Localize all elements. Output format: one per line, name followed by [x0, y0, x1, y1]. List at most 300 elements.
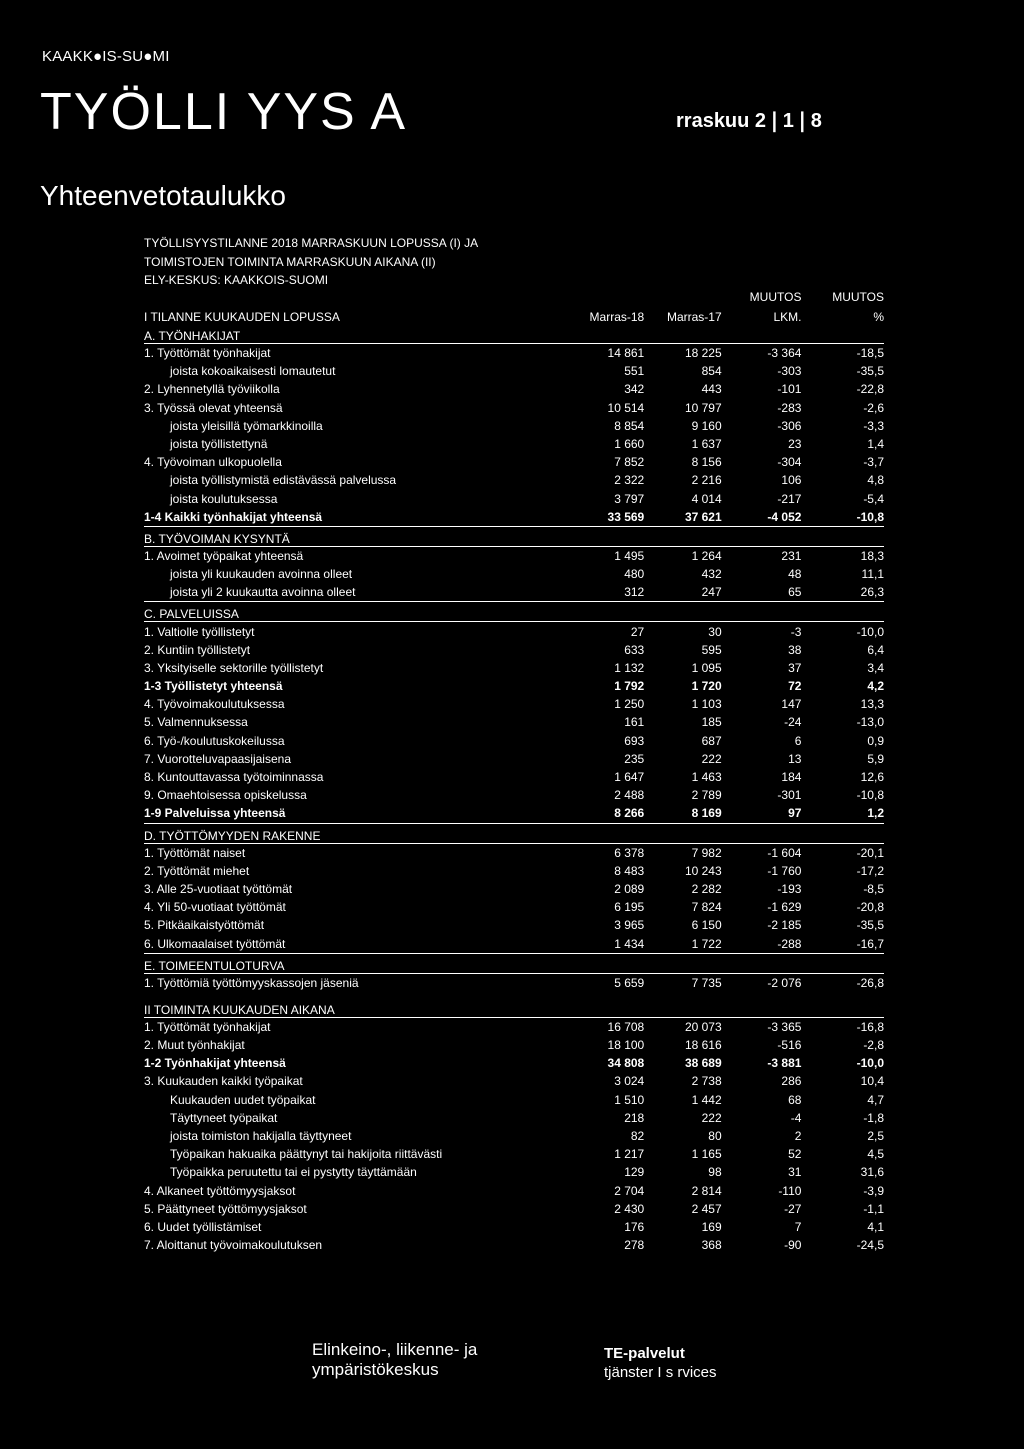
row-label: joista yleisillä työmarkkinoilla	[170, 418, 323, 433]
table-row	[144, 622, 884, 641]
row-label: 2. Lyhennetyllä työviikolla	[144, 382, 280, 397]
row-label: 3. Kuukauden kaikki työpaikat	[144, 1074, 303, 1089]
value-change-lkm: 23	[788, 437, 802, 452]
value-change-lkm: 97	[722, 804, 802, 823]
header-cell-muutos-lkm: MUUTOS	[749, 290, 802, 304]
value-marras-18: 2 089	[614, 881, 645, 896]
row-label: 2. Työttömät miehet	[144, 863, 250, 878]
value-marras-17: 18 225	[684, 346, 722, 361]
header-section-label: I TILANNE KUUKAUDEN LOPUSSA	[144, 310, 340, 324]
value-marras-18: 1 495	[614, 548, 645, 563]
header-cell-muutos-pct: MUUTOS	[832, 290, 884, 304]
table-row	[144, 934, 884, 953]
value-change-lkm: -303	[777, 364, 802, 379]
row-label: 3. Alle 25-vuotiaat työttömät	[144, 881, 293, 896]
table-row	[144, 768, 884, 786]
value-marras-17: 8 156	[691, 455, 722, 470]
row-label: joista kokoaikaisesti lomautetut	[170, 364, 336, 379]
value-change-pct: -17,2	[856, 863, 884, 878]
value-marras-17: 8 169	[644, 804, 721, 823]
table-row	[144, 344, 884, 363]
value-change-lkm: -27	[784, 1201, 802, 1216]
value-change-pct: -3,7	[863, 455, 884, 470]
value-change-pct: 4,2	[867, 679, 884, 694]
value-change-lkm: -4 052	[722, 508, 802, 527]
value-change-lkm: -516	[777, 1038, 802, 1053]
table-row	[144, 583, 884, 602]
value-change-pct: -35,5	[856, 364, 884, 379]
row-label: 7. Aloittanut työvoimakoulutuksen	[144, 1238, 323, 1253]
value-marras-17: 30	[708, 624, 722, 639]
value-marras-17: 1 264	[691, 548, 722, 563]
row-label: 6. Työ-/koulutuskokeilussa	[144, 733, 285, 748]
header-col-percent: %	[873, 310, 884, 324]
value-marras-17: 1 722	[644, 934, 721, 953]
value-marras-18: 8 266	[575, 804, 644, 823]
value-marras-17: 368	[701, 1238, 722, 1253]
value-marras-18: 3 965	[614, 918, 645, 933]
value-change-lkm: -101	[777, 382, 802, 397]
value-marras-18: 551	[624, 364, 645, 379]
row-label: Työpaikka peruutettu tai ei pystytty täyttämään	[170, 1165, 417, 1180]
table-row	[144, 1109, 884, 1127]
row-label: 1-4 Kaikki työnhakijat yhteensä	[144, 508, 575, 527]
value-marras-17: 222	[701, 1110, 722, 1125]
te-sub: tjänster I s rvices	[604, 1364, 717, 1381]
total-row	[144, 1054, 884, 1072]
value-marras-18: 3 024	[614, 1074, 645, 1089]
value-change-pct: 4,7	[867, 1092, 884, 1107]
value-marras-17: 6 150	[691, 918, 722, 933]
value-change-pct: -3,3	[863, 418, 884, 433]
value-marras-17: 169	[701, 1219, 722, 1234]
ely-logo-text	[312, 1340, 477, 1380]
table-row	[144, 916, 884, 934]
header-col-marras-18: Marras-18	[589, 310, 645, 324]
subtitle-line: TOIMISTOJEN TOIMINTA MARRASKUUN AIKANA (II)	[144, 254, 436, 269]
row-label: 1. Avoimet työpaikat yhteensä	[144, 548, 304, 563]
value-change-lkm: -1 604	[767, 845, 802, 860]
value-change-pct: 4,5	[867, 1147, 884, 1162]
value-marras-17: 2 282	[691, 881, 722, 896]
table-row	[144, 1200, 884, 1218]
value-marras-18: 7 852	[614, 455, 645, 470]
section-title: B. TYÖVOIMAN KYSYNTÄ	[144, 526, 884, 546]
value-marras-18: 1 510	[614, 1092, 645, 1107]
row-label: 1. Valtiolle työllistetyt	[144, 624, 255, 639]
value-change-lkm: -1 760	[767, 863, 802, 878]
row-label: joista työllistettynä	[170, 437, 268, 452]
value-change-lkm: -3 881	[767, 1056, 802, 1071]
value-change-pct: 31,6	[860, 1165, 884, 1180]
row-label: 6. Uudet työllistämiset	[144, 1219, 262, 1234]
value-marras-17: 7 982	[691, 845, 722, 860]
value-change-pct: -10,8	[856, 788, 884, 803]
section-title: II TOIMINTA KUUKAUDEN AIKANA	[144, 998, 884, 1018]
row-label: 1-3 Työllistetyt yhteensä	[144, 679, 283, 694]
value-marras-17: 80	[708, 1129, 722, 1144]
value-marras-17: 1 103	[691, 697, 722, 712]
total-row	[144, 677, 884, 695]
value-change-pct: 1,4	[867, 437, 884, 452]
value-marras-17: 222	[701, 751, 722, 766]
value-marras-18: 693	[624, 733, 645, 748]
summary-table	[144, 288, 884, 1254]
value-marras-18: 1 792	[614, 679, 645, 694]
table-row	[144, 641, 884, 659]
value-marras-18: 34 808	[607, 1056, 645, 1071]
value-change-pct: 6,4	[867, 642, 884, 657]
header-cell	[575, 288, 644, 304]
table-row	[144, 399, 884, 417]
value-change-pct: 0,9	[867, 733, 884, 748]
value-change-lkm: 13	[788, 751, 802, 766]
value-change-lkm: -3	[790, 624, 802, 639]
value-change-lkm: -110	[778, 1183, 802, 1198]
value-change-lkm: 65	[722, 583, 802, 602]
value-marras-17: 2 738	[691, 1074, 722, 1089]
table-row	[144, 490, 884, 508]
row-label: joista yli 2 kuukautta avoinna olleet	[144, 583, 575, 602]
value-marras-17: 37 621	[644, 508, 721, 527]
total-row	[144, 508, 884, 527]
value-marras-18: 1 434	[575, 934, 644, 953]
value-marras-17: 7 735	[691, 975, 722, 990]
table-row	[144, 417, 884, 435]
row-label: 4. Alkaneet työttömyysjaksot	[144, 1183, 296, 1198]
value-marras-18: 2 430	[614, 1201, 645, 1216]
value-marras-18: 27	[630, 624, 645, 639]
section-header-row	[144, 324, 884, 344]
section-title: A. TYÖNHAKIJAT	[144, 324, 884, 344]
row-label: joista toimiston hakijalla täyttyneet	[170, 1129, 352, 1144]
value-change-pct: -22,8	[856, 382, 884, 397]
value-marras-18: 633	[624, 642, 645, 657]
value-change-pct: 18,3	[860, 548, 884, 563]
value-marras-18: 8 854	[614, 418, 645, 433]
value-marras-18: 5 659	[614, 975, 645, 990]
value-change-pct: -1,8	[863, 1110, 884, 1125]
value-marras-18: 129	[624, 1165, 645, 1180]
te-logo-text	[604, 1344, 717, 1382]
row-label: 1-9 Palveluissa yhteensä	[144, 804, 575, 823]
value-change-lkm: -306	[777, 418, 802, 433]
value-change-lkm: 184	[781, 770, 802, 785]
value-change-lkm: -193	[777, 881, 802, 896]
value-change-pct: 26,3	[801, 583, 884, 602]
value-change-lkm: 38	[788, 642, 802, 657]
table-row	[144, 659, 884, 677]
value-marras-17: 98	[708, 1165, 722, 1180]
table-row	[144, 1017, 884, 1036]
value-marras-18: 480	[624, 567, 645, 582]
row-label: 7. Vuorotteluvapaasijaisena	[144, 751, 291, 766]
value-marras-17: 854	[701, 364, 722, 379]
value-change-lkm: 6	[794, 733, 802, 748]
value-change-pct: -3,9	[863, 1183, 884, 1198]
row-label: joista työllistymistä edistävässä palvelussa	[170, 473, 397, 488]
value-marras-17: 2 216	[691, 473, 722, 488]
value-marras-18: 161	[624, 715, 645, 730]
value-marras-17: 1 463	[691, 770, 722, 785]
section-header-row	[144, 998, 884, 1018]
value-change-pct: -13,0	[856, 715, 884, 730]
section-header-row	[144, 526, 884, 546]
value-marras-18: 10 514	[607, 400, 645, 415]
table-row	[144, 362, 884, 380]
table-row	[144, 435, 884, 453]
value-marras-18: 2 322	[614, 473, 645, 488]
value-change-pct: -1,1	[863, 1201, 884, 1216]
row-label: 5. Päättyneet työttömyysjaksot	[144, 1201, 307, 1216]
subtitle-line: ELY-KESKUS: KAAKKOIS-SUOMI	[144, 273, 329, 287]
section-header-row	[144, 953, 884, 973]
row-label: Kuukauden uudet työpaikat	[170, 1092, 316, 1107]
row-label: 5. Valmennuksessa	[144, 715, 248, 730]
row-label: 2. Kuntiin työllistetyt	[144, 642, 251, 657]
table-row	[144, 453, 884, 471]
value-change-lkm: -3 365	[767, 1019, 802, 1034]
table-row	[144, 732, 884, 750]
row-label: 5. Pitkäaikaistyöttömät	[144, 918, 265, 933]
region-label: KAAKK●IS-SU●MI	[42, 48, 170, 65]
value-marras-17: 20 073	[684, 1019, 722, 1034]
row-label: 4. Työvoimakoulutuksessa	[144, 697, 285, 712]
value-change-pct: 3,4	[867, 660, 884, 675]
value-change-pct: 11,1	[861, 567, 884, 582]
value-marras-18: 8 483	[614, 863, 645, 878]
row-label: 4. Työvoiman ulkopuolella	[144, 455, 282, 470]
value-change-lkm: 286	[781, 1074, 802, 1089]
header-cell	[144, 288, 575, 304]
row-label: joista yli kuukauden avoinna olleet	[170, 567, 353, 582]
value-marras-18: 1 132	[614, 660, 645, 675]
subtitle-line: TYÖLLISYYSTILANNE 2018 MARRASKUUN LOPUSSA (I) JA	[144, 236, 479, 250]
value-marras-17: 595	[701, 642, 722, 657]
value-change-pct: -2,8	[863, 1038, 884, 1053]
value-change-lkm: 106	[781, 473, 802, 488]
table-row	[144, 546, 884, 565]
value-marras-18: 1 250	[614, 697, 645, 712]
value-change-pct: -10,8	[801, 508, 884, 527]
value-marras-17: 38 689	[684, 1056, 722, 1071]
section-title: C. PALVELUISSA	[144, 602, 884, 622]
section-header-row	[144, 823, 884, 843]
table-row	[144, 1163, 884, 1181]
value-marras-18: 2 704	[614, 1183, 645, 1198]
value-change-pct: -5,4	[863, 491, 884, 506]
table-row	[144, 1218, 884, 1236]
value-change-pct: -10,0	[856, 624, 884, 639]
value-marras-17: 1 720	[691, 679, 722, 694]
value-change-lkm: -217	[777, 491, 802, 506]
value-marras-17: 1 095	[691, 660, 722, 675]
row-label: 3. Työssä olevat yhteensä	[144, 400, 283, 415]
value-marras-17: 2 814	[691, 1183, 722, 1198]
row-label: Täyttyneet työpaikat	[170, 1110, 278, 1125]
value-marras-18: 235	[624, 751, 645, 766]
section-title: D. TYÖTTÖMYYDEN RAKENNE	[144, 823, 884, 843]
value-change-pct: 4,8	[867, 473, 884, 488]
header-col-marras-17: Marras-17	[666, 310, 722, 324]
value-change-lkm: -1 629	[767, 900, 802, 915]
value-marras-18: 14 861	[607, 346, 645, 361]
value-change-pct: -26,8	[856, 975, 884, 990]
summary-title: Yhteenvetotaulukko	[40, 180, 286, 211]
row-label: 2. Muut työnhakijat	[144, 1038, 245, 1053]
value-marras-17: 10 797	[684, 400, 722, 415]
te-brand: TE-palvelut	[604, 1345, 685, 1362]
value-marras-17: 1 637	[691, 437, 722, 452]
value-marras-17: 185	[701, 715, 722, 730]
value-marras-18: 1 217	[614, 1147, 645, 1162]
value-change-pct: -20,1	[856, 845, 884, 860]
row-label: 6. Ulkomaalaiset työttömät	[144, 934, 575, 953]
page-title: TYÖLLI YYS A	[40, 83, 408, 141]
table-row	[144, 565, 884, 583]
value-marras-17: 1 165	[691, 1147, 722, 1162]
value-marras-18: 176	[624, 1219, 645, 1234]
value-marras-18: 1 647	[614, 770, 645, 785]
table-row	[144, 1091, 884, 1109]
value-marras-18: 16 708	[607, 1019, 645, 1034]
section-header-row	[144, 602, 884, 622]
value-marras-18: 278	[624, 1238, 645, 1253]
value-change-lkm: 37	[788, 660, 802, 675]
table-row	[144, 713, 884, 731]
value-marras-18: 342	[624, 382, 645, 397]
value-marras-17: 1 442	[691, 1092, 722, 1107]
value-change-lkm: 48	[788, 567, 802, 582]
value-marras-18: 82	[630, 1129, 645, 1144]
value-change-lkm: -4	[790, 1110, 802, 1125]
report-period: rraskuu 2❘1❘8	[676, 110, 822, 132]
value-marras-17: 18 616	[684, 1038, 722, 1053]
row-label: Työpaikan hakuaika päättynyt tai hakijoita riittävästi	[170, 1147, 443, 1162]
value-change-lkm: 72	[788, 679, 802, 694]
row-label: 1. Työttömiä työttömyyskassojen jäseniä	[144, 975, 359, 990]
value-marras-17: 432	[701, 567, 722, 582]
table-row	[144, 380, 884, 398]
value-change-pct: -16,7	[801, 934, 884, 953]
value-marras-18: 1 660	[614, 437, 645, 452]
table-row	[144, 750, 884, 768]
row-label: 1. Työttömät naiset	[144, 845, 246, 860]
table-row	[144, 973, 884, 992]
header-cell	[644, 288, 721, 304]
value-change-pct: -2,6	[863, 400, 884, 415]
value-marras-17: 2 457	[691, 1201, 722, 1216]
ely-line: Elinkeino-, liikenne- ja	[312, 1340, 478, 1359]
row-label: joista koulutuksessa	[170, 491, 278, 506]
row-label: 4. Yli 50-vuotiaat työttömät	[144, 900, 286, 915]
value-marras-18: 6 378	[614, 845, 645, 860]
value-marras-17: 443	[701, 382, 722, 397]
value-change-pct: 5,9	[867, 751, 884, 766]
value-change-pct: 10,4	[860, 1074, 884, 1089]
table-row	[144, 695, 884, 713]
section-title: E. TOIMEENTULOTURVA	[144, 953, 884, 973]
row-label: 3. Yksityiselle sektorille työllistetyt	[144, 660, 324, 675]
row-label: 1. Työttömät työnhakijat	[144, 346, 271, 361]
row-label: 9. Omaehtoisessa opiskelussa	[144, 788, 307, 803]
value-marras-18: 2 488	[614, 788, 645, 803]
value-change-lkm: -283	[777, 400, 802, 415]
value-change-lkm: -288	[722, 934, 802, 953]
value-change-lkm: 68	[788, 1092, 802, 1107]
value-change-pct: -20,8	[856, 900, 884, 915]
value-marras-18: 18 100	[607, 1038, 645, 1053]
value-change-lkm: 2	[794, 1129, 802, 1144]
table-header-top	[144, 288, 884, 304]
value-change-pct: -16,8	[856, 1019, 884, 1034]
value-change-pct: 2,5	[867, 1129, 884, 1144]
value-marras-17: 10 243	[684, 863, 722, 878]
value-marras-18: 3 797	[614, 491, 645, 506]
table-row	[144, 898, 884, 916]
value-change-lkm: 231	[781, 548, 802, 563]
table-row	[144, 786, 884, 804]
table-row	[144, 1036, 884, 1054]
value-marras-17: 687	[701, 733, 722, 748]
value-change-pct: 12,6	[860, 770, 884, 785]
table-row	[144, 1236, 884, 1254]
value-marras-17: 2 789	[691, 788, 722, 803]
value-change-pct: -35,5	[856, 918, 884, 933]
value-change-pct: -8,5	[863, 881, 884, 896]
table-row	[144, 1145, 884, 1163]
row-label: 1. Työttömät työnhakijat	[144, 1019, 271, 1034]
value-change-pct: -10,0	[856, 1056, 884, 1071]
value-change-lkm: -304	[777, 455, 802, 470]
value-change-lkm: -2 185	[767, 918, 802, 933]
value-change-lkm: 52	[788, 1147, 802, 1162]
table-row	[144, 843, 884, 862]
table-row	[144, 1182, 884, 1200]
value-change-pct: -18,5	[856, 346, 884, 361]
value-change-pct: 1,2	[801, 804, 884, 823]
value-change-lkm: -2 076	[767, 975, 802, 990]
table-row	[144, 471, 884, 489]
value-marras-18: 6 195	[614, 900, 645, 915]
value-marras-18: 33 569	[575, 508, 644, 527]
ely-line: ympäristökeskus	[312, 1360, 439, 1379]
row-label: 8. Kuntouttavassa työtoiminnassa	[144, 770, 324, 785]
value-marras-17: 9 160	[691, 418, 722, 433]
table-row	[144, 1127, 884, 1145]
value-marras-18: 312	[575, 583, 644, 602]
value-change-lkm: 147	[781, 697, 802, 712]
value-change-pct: 13,3	[860, 697, 884, 712]
table-subtitle	[144, 234, 478, 290]
value-marras-17: 7 824	[691, 900, 722, 915]
table-header-main	[144, 304, 884, 324]
value-change-pct: 4,1	[867, 1219, 884, 1234]
value-marras-17: 4 014	[691, 491, 722, 506]
value-change-pct: -24,5	[856, 1238, 884, 1253]
value-change-lkm: 31	[788, 1165, 802, 1180]
value-change-lkm: -301	[777, 788, 802, 803]
total-row	[144, 804, 884, 823]
header-col-lkm: LKM.	[773, 310, 802, 324]
table-row	[144, 880, 884, 898]
value-change-lkm: -24	[784, 715, 802, 730]
table-row	[144, 1072, 884, 1090]
value-change-lkm: 7	[794, 1219, 802, 1234]
value-marras-18: 218	[624, 1110, 645, 1125]
value-marras-17: 247	[644, 583, 721, 602]
value-change-lkm: -90	[784, 1238, 802, 1253]
